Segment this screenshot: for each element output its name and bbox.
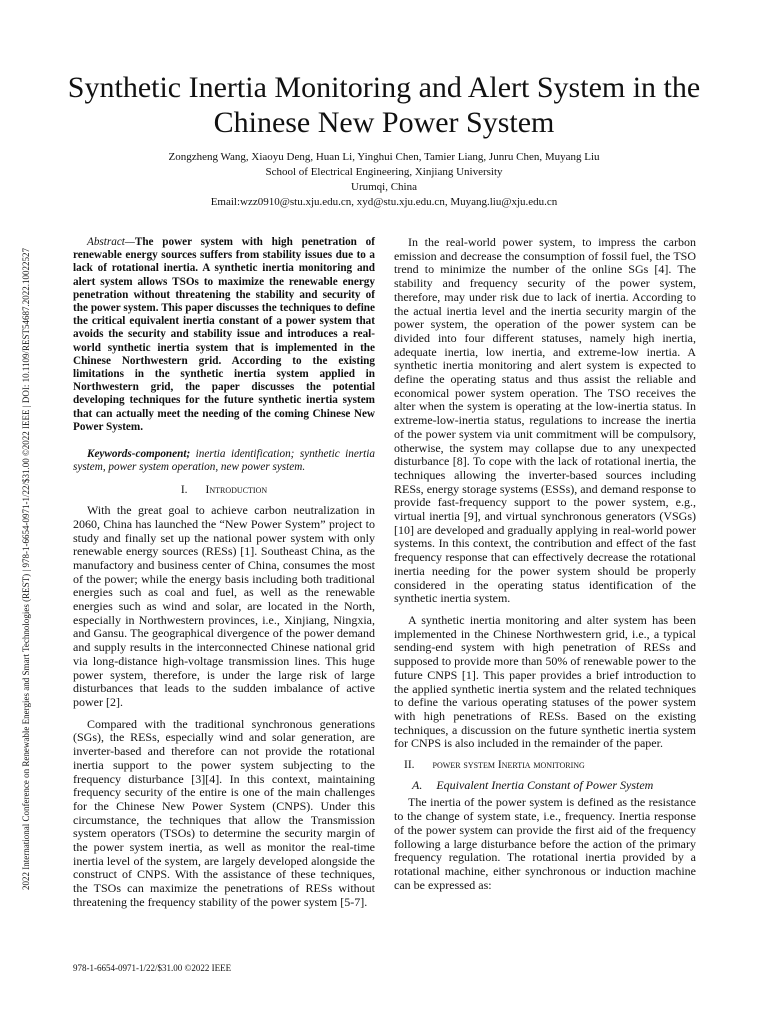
body-paragraph: Compared with the traditional synchronous generations (SGs), the RESs, especially wind and solar generation, are inverter-based and therefore can not provide the rotational inertia support to the power system subjecting to the frequency disturbance [3][4]. In this context, maintaining frequency security of the entire is one of the main challenges for the Chinese New Power System (CNPS). Under this circumstance, the techniques that allow the Transmission system operators (TSOs) to determine the security margin of the power system inertia, as well as monitor the real-time inertia level of the system, are largely developed alongside the construct of CNPS. With the assistance of these techniques, the TSOs can maximize the penetrations of RESs without threatening the frequency stability of the power system [5-7]. [73, 716, 375, 909]
author-email: Email:wzz0910@stu.xju.edu.cn, xyd@stu.xju.edu.cn, Muyang.liu@xju.edu.cn [210, 196, 558, 208]
keywords-text: inertia identification; synthetic inertia system, power system operation, new power system. [73, 448, 375, 474]
body-paragraph: The inertia of the power system is defined as the resistance to the change of system state, i.e., frequency. Inertia response of the power system can provide the first aid of the frequency following a large disturbance before the action of the primary frequency regulation. The rotational inertia provided by a rotational machine, either synchronous or induction machine can be expressed as: [394, 795, 696, 892]
right-column [394, 236, 696, 900]
abstract-lead: Abstract— [87, 236, 135, 248]
section-label: power system Inertia monitoring [432, 759, 585, 772]
body-paragraph: In the real-world power system, to impress the carbon emission and decrease the consumption of fossil fuel, the TSO trend to minimize the number of the online SGs [4]. The stability and frequency security of the power system, therefore, may under risk due to lack of inertia. According to the actual inertia level and the inertia security margin of the power system, the operation of the power system can be divided into four different statuses, namely high inertia, adequate inertia, low inertia, and extreme-low inertia. A synthetic inertia monitoring and alert system is expected to define the operating status and thus assist the reliable and economical power system operation. The TSO receives the alter when the system is operating at the low-inertia status. In extreme-low-inertia status, regulations to increase the inertia of the power system via unit commitment will be compulsory, otherwise, the system may collapse due to any unexpected disturbance [8]. To cope with the lack of rotational inertia, the techniques allowing the inverter-based sources including RESs, energy storage systems (ESSs), and demand response to provide fast-frequency support to the power system, e.g., virtual inertia [9], and virtual synchronous generators (VSGs) [10] are developed and gradually applying in real-world power systems. In this context, the contribution and effect of the fast frequency response that can effectively decrease the rotational inertia needing for the power system should be properly considered in the operating status identification of the synthetic inertia system. [394, 235, 696, 606]
conference-side-note: 2022 International Conference on Renewable Energies and Smart Technologies (REST) | 978-1-6654-0971-1/22/$31.00 ©2022 IEEE | DOI: 10.1109/REST54687.2022.10022527 [21, 247, 31, 891]
author-names: Zongzheng Wang, Xiaoyu Deng, Huan Li, Yinghui Chen, Tamier Liang, Junru Chen, Muyang Liu [168, 151, 600, 163]
section-number: I. [180, 484, 188, 497]
author-affiliation: School of Electrical Engineering, Xinjiang University [265, 166, 503, 178]
keywords-label: Keywords-component; [87, 448, 191, 461]
author-location: Urumqi, China [351, 181, 417, 193]
abstract-text: The power system with high penetration of renewable energy sources suffers from stability issues due to a lack of rotational inertia. A synthetic inertia monitoring and alert system allows TSOs to maximize the renewable energy penetration without threatening the stability and security of the power system. This paper discusses the techniques to define the critical equivalent inertia constant of a power system that avoids the security and stability issue and introduces a real-world synthetic inertia system that is implemented in the Chinese Northwestern grid. According to the existing limitations in the synthetic inertia system applied in Northwestern grid, the paper discusses the potential developing techniques for the future synthetic inertia system that can actually meet the needing of the coming Chinese New Power System. [73, 236, 375, 433]
section-heading-inertia-monitoring [394, 759, 696, 773]
left-column [73, 236, 375, 918]
abstract [73, 236, 375, 434]
body-paragraph: With the great goal to achieve carbon neutralization in 2060, China has launched the “New Power System” project to study and finally set up the national power system with only renewable energy sources (RESs) [1]. Southeast China, as the manufactory and business center of China, consumes the most of the power; while the energy basis including both traditional energies such as coal and fuel, as well as the renewable energies such as wind and solar, are located in the North, especially in Northwestern provinces, i.e., Xinjiang, Ningxia, and Gansu. The geographical divergence of the power demand and supply results in the interconnected Chinese national grid via long-distance high-voltage transmission lines. This huge power system, therefore, is under the large risk of large disturbances that leads to the sudden imbalance of active power [2]. [73, 503, 375, 709]
section-number: II. [404, 759, 415, 772]
subsection-heading [412, 779, 696, 793]
page-footer: 978-1-6654-0971-1/22/$31.00 ©2022 IEEE [73, 963, 232, 973]
paper-title: Synthetic Inertia Monitoring and Alert System in the Chinese New Power System [67, 71, 701, 139]
keywords [73, 448, 375, 474]
subsection-label: Equivalent Inertia Constant of Power System [436, 777, 654, 792]
section-label: Introduction [205, 484, 268, 497]
section-heading-introduction [73, 484, 375, 498]
subsection-number: A. [412, 777, 423, 792]
author-block [60, 150, 708, 210]
body-paragraph: A synthetic inertia monitoring and alter system has been implemented in the Chinese Northwestern grid, i.e., a typical sending-end system with high penetration of RESs and supposed to provide more than 50% of renewable power to the future CNPS [1]. This paper provides a brief introduction to the applied synthetic inertia system and the related techniques to define the various operating statuses of the power system with high penetrations of RESs. Based on the existing techniques, a discussion on the future synthetic inertia system for CNPS is also included in the remainder of the paper. [394, 612, 696, 751]
